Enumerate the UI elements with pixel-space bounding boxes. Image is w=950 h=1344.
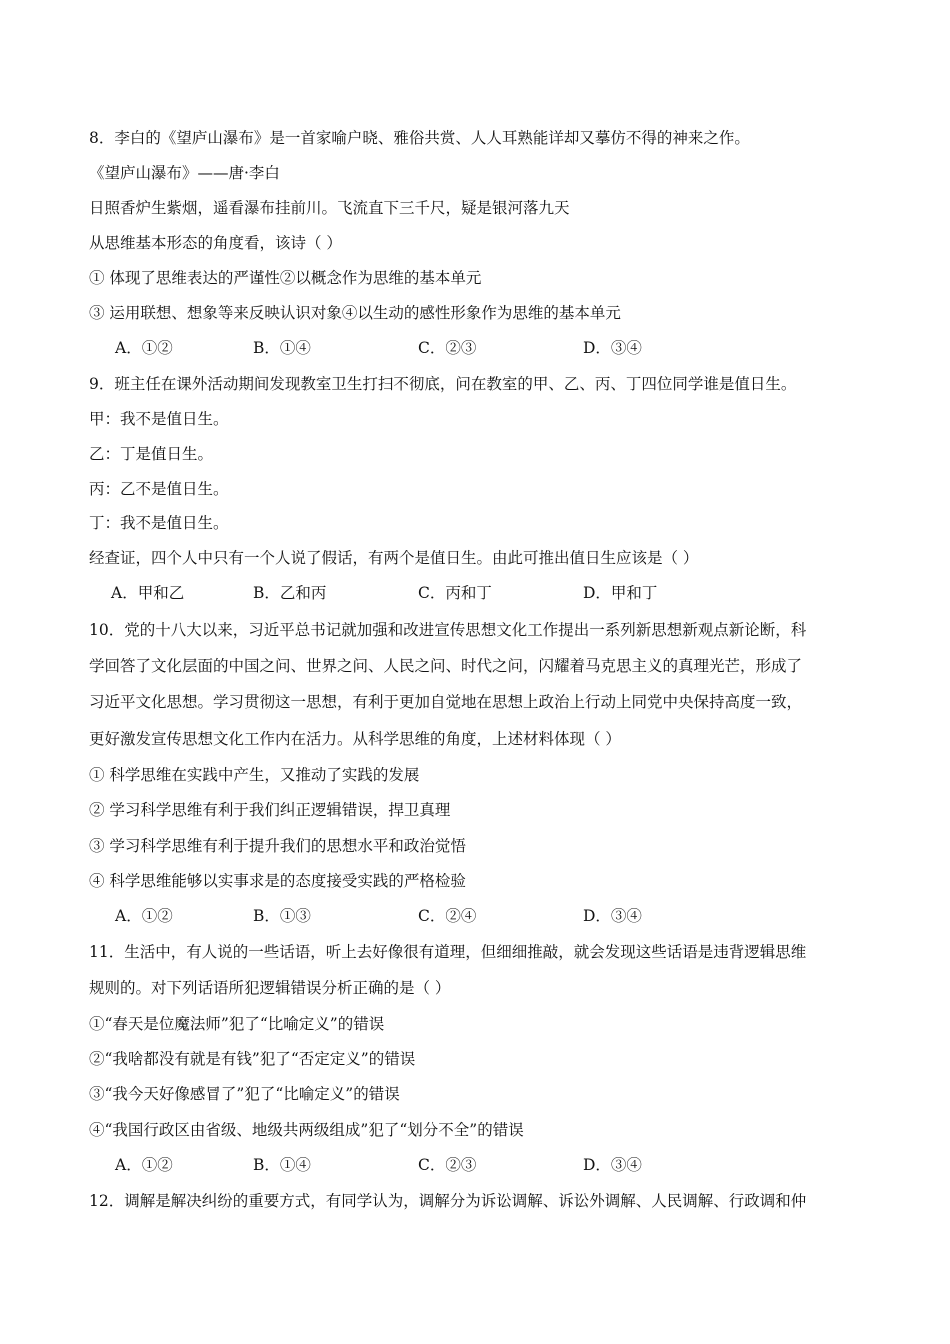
q9-option-d[interactable]: D．甲和丁 bbox=[583, 584, 658, 602]
q10-line-3: 习近平文化思想。学习贯彻这一思想，有利于更加自觉地在思想上政治上行动上同党中央保持高度一致， bbox=[89, 693, 803, 711]
q8-option-c[interactable]: C．②③ bbox=[418, 339, 477, 357]
q8-stem: 8．李白的《望庐山瀑布》是一首家喻户晓、雅俗共赏、人人耳熟能详却又摹仿不得的神来之作。 bbox=[89, 129, 750, 147]
q9-question: 经查证，四个人中只有一个人说了假话，有两个是值日生。由此可推出值日生应该是（ ） bbox=[89, 549, 699, 567]
q8-question: 从思维基本形态的角度看，该诗（ ） bbox=[89, 234, 342, 252]
q11-item-2: ②“我啥都没有就是有钱”犯了“否定定义”的错误 bbox=[89, 1050, 416, 1068]
q9-option-b[interactable]: B．乙和丙 bbox=[253, 584, 327, 602]
q11-option-b[interactable]: B．①④ bbox=[253, 1156, 311, 1174]
q10-line-1: 10．党的十八大以来，习近平总书记就加强和改进宣传思想文化工作提出一系列新思想新观点新论断，科 bbox=[89, 621, 807, 639]
q9-statement-1: 甲：我不是值日生。 bbox=[89, 410, 229, 428]
q8-option-a[interactable]: A．①② bbox=[115, 339, 173, 357]
q10-option-a[interactable]: A．①② bbox=[115, 907, 173, 925]
q8-option-b[interactable]: B．①④ bbox=[253, 339, 311, 357]
q8-item-1: ① 体现了思维表达的严谨性②以概念作为思维的基本单元 bbox=[89, 269, 482, 287]
q8-option-d[interactable]: D．③④ bbox=[583, 339, 642, 357]
q11-line-2: 规则的。对下列话语所犯逻辑错误分析正确的是（ ） bbox=[89, 979, 451, 997]
q10-options bbox=[0, 906, 950, 926]
q8-poem-text: 日照香炉生紫烟，遥看瀑布挂前川。飞流直下三千尺，疑是银河落九天 bbox=[89, 199, 570, 217]
q11-option-c[interactable]: C．②③ bbox=[418, 1156, 477, 1174]
q10-item-1: ① 科学思维在实践中产生，又推动了实践的发展 bbox=[89, 766, 420, 784]
q10-option-b[interactable]: B．①③ bbox=[253, 907, 311, 925]
q8-item-2: ③ 运用联想、想象等来反映认识对象④以生动的感性形象作为思维的基本单元 bbox=[89, 304, 621, 322]
q11-option-d[interactable]: D．③④ bbox=[583, 1156, 642, 1174]
q10-option-d[interactable]: D．③④ bbox=[583, 907, 642, 925]
q9-options bbox=[0, 583, 950, 603]
q10-item-4: ④ 科学思维能够以实事求是的态度接受实践的严格检验 bbox=[89, 872, 466, 890]
q12-line-1: 12．调解是解决纠纷的重要方式，有同学认为，调解分为诉讼调解、诉讼外调解、人民调解、行政调和仲 bbox=[89, 1192, 807, 1210]
q11-option-a[interactable]: A．①② bbox=[115, 1156, 173, 1174]
q11-line-1: 11．生活中，有人说的一些话语，听上去好像很有道理，但细细推敲，就会发现这些话语是违背逻辑思维 bbox=[89, 943, 807, 961]
q10-item-3: ③ 学习科学思维有利于提升我们的思想水平和政治觉悟 bbox=[89, 837, 466, 855]
q11-options bbox=[0, 1155, 950, 1175]
q9-stem: 9．班主任在课外活动期间发现教室卫生打扫不彻底，问在教室的甲、乙、丙、丁四位同学谁是值日生。 bbox=[89, 375, 797, 393]
q10-option-c[interactable]: C．②④ bbox=[418, 907, 477, 925]
q11-item-4: ④“我国行政区由省级、地级共两级组成”犯了“划分不全”的错误 bbox=[89, 1121, 524, 1139]
q9-statement-2: 乙：丁是值日生。 bbox=[89, 445, 214, 463]
q11-item-3: ③“我今天好像感冒了”犯了“比喻定义”的错误 bbox=[89, 1085, 400, 1103]
q10-line-4: 更好激发宣传思想文化工作内在活力。从科学思维的角度，上述材料体现（ ） bbox=[89, 730, 621, 748]
q9-statement-3: 丙：乙不是值日生。 bbox=[89, 480, 229, 498]
q9-option-a[interactable]: A．甲和乙 bbox=[111, 584, 185, 602]
q9-option-c[interactable]: C．丙和丁 bbox=[418, 584, 492, 602]
q8-poem-title: 《望庐山瀑布》——唐·李白 bbox=[89, 164, 280, 182]
q10-line-2: 学回答了文化层面的中国之问、世界之问、人民之问、时代之问，闪耀着马克思主义的真理光芒，形成了 bbox=[89, 657, 803, 675]
q8-options bbox=[0, 338, 950, 358]
q11-item-1: ①“春天是位魔法师”犯了“比喻定义”的错误 bbox=[89, 1015, 385, 1033]
q9-statement-4: 丁：我不是值日生。 bbox=[89, 514, 229, 532]
q10-item-2: ② 学习科学思维有利于我们纠正逻辑错误，捍卫真理 bbox=[89, 801, 451, 819]
